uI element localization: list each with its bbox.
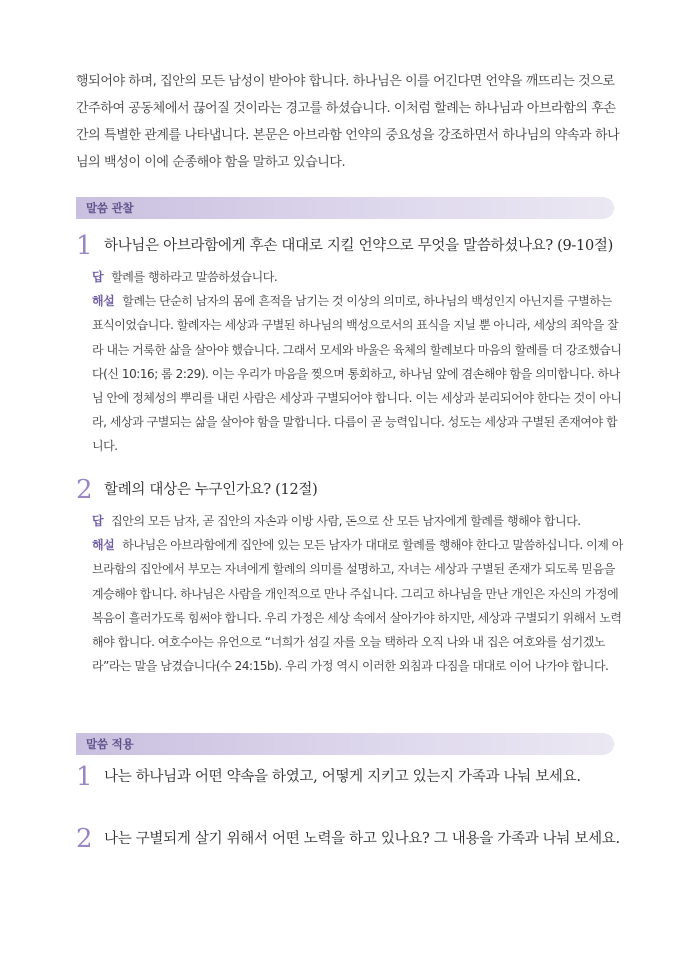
explanation-label: 해설 [92, 294, 115, 309]
section-title: 말씀 관찰 [86, 201, 134, 215]
explanation [92, 289, 624, 458]
question-body [92, 509, 624, 678]
question-text: 하나님은 아브라함에게 후손 대대로 지킬 언약으로 무엇을 말씀하셨나요? (9-10절) [104, 238, 613, 254]
answer-label: 답 [92, 514, 104, 528]
answer-text: 집안의 모든 남자, 곧 집안의 자손과 이방 사람, 돈으로 산 모든 남자에게 할례를 행해야 합니다. [111, 514, 581, 528]
question-text: 할례의 대상은 누구인가요? (12절) [104, 482, 318, 498]
explanation-text: 할례는 단순히 남자의 몸에 흔적을 남기는 것 이상의 의미로, 하나님의 백성인지 아닌지를 구별하는 표식이었습니다. 할례자는 세상과 구별된 하나님의 백성으로서의 표식을 지닐 뿐 아니라, 세상의 죄악을 잘라 내는 거룩한 삶을 살아야 했습니다. 그래서 모세와 바울은 육체의 할례보다 마음의 할례를 더 강조했습니다(신 10:16; 롬 2:29). 이는 우리가 마음을 찢으며 통회하고, 하나님 앞에 겸손해야 함을 의미합니다. 하나님 안에 정체성의 뿌리를 내린 사람은 세상과 구별되어야 합니다. 이는 세상과 분리되어야 한다는 것이 아니라, 세상과 구별되는 삶을 살아야 함을 말합니다. 다름이 곧 능력입니다. 성도는 세상과 구별된 존재여야 합니다. [92, 294, 622, 454]
section-title: 말씀 적용 [86, 737, 134, 751]
answer-text: 할례를 행하라고 말씀하셨습니다. [111, 270, 278, 284]
question-number: 1 [76, 762, 93, 792]
question-number: 2 [76, 475, 93, 505]
explanation-text: 하나님은 아브라함에게 집안에 있는 모든 남자가 대대로 할례를 행해야 한다고 말씀하십니다. 이제 아브라함의 집안에서 부모는 자녀에게 할례의 의미를 설명하고, 자녀는 세상과 구별된 존재가 되도록 믿음을 계승해야 합니다. 하나님은 사람을 개인적으로 만나 주십니다. 그리고 하나님을 만난 개인은 자신의 가정에 복음이 흘러가도록 힘써야 합니다. 우리 가정은 세상 속에서 살아가야 하지만, 세상과 구별되기 위해서 노력해야 합니다. 여호수아는 유언으로 “너희가 섬길 자를 오늘 택하라 오직 나와 내 집은 여호와를 섬기겠노라”라는 말을 남겼습니다(수 24:15b). 우리 가정 역시 이러한 외침과 다짐을 대대로 이어 나가야 합니다. [92, 538, 623, 674]
explanation [92, 533, 624, 678]
observation-question-1 [76, 233, 636, 459]
question-number: 1 [76, 231, 93, 261]
question-body [92, 265, 624, 459]
observation-question-2 [76, 477, 636, 678]
application-question-2 [76, 826, 636, 852]
intro-paragraph: 행되어야 하며, 집안의 모든 남성이 받아야 합니다. 하나님은 이를 어긴다면 언약을 깨뜨리는 것으로 간주하여 공동체에서 끊어질 것이라는 경고를 하셨습니다. 이처럼 할례는 하나님과 아브라함의 후손 간의 특별한 관계를 나타냅니다. 본문은 아브라함 언약의 중요성을 강조하면서 하나님의 약속과 하나님의 백성이 이에 순종해야 함을 말하고 있습니다. [76, 74, 620, 170]
application-question-1 [76, 764, 636, 790]
question-number: 2 [76, 824, 93, 854]
explanation-label: 해설 [92, 538, 115, 553]
question-text: 나는 구별되게 살기 위해서 어떤 노력을 하고 있나요? 그 내용을 가족과 나눠 보세요. [104, 831, 620, 847]
answer [92, 265, 624, 289]
section-header-observation [76, 197, 614, 219]
section-header-application [76, 733, 614, 755]
answer [92, 509, 624, 533]
answer-label: 답 [92, 270, 104, 284]
question-text: 나는 하나님과 어떤 약속을 하였고, 어떻게 지키고 있는지 가족과 나눠 보세요. [104, 769, 581, 785]
